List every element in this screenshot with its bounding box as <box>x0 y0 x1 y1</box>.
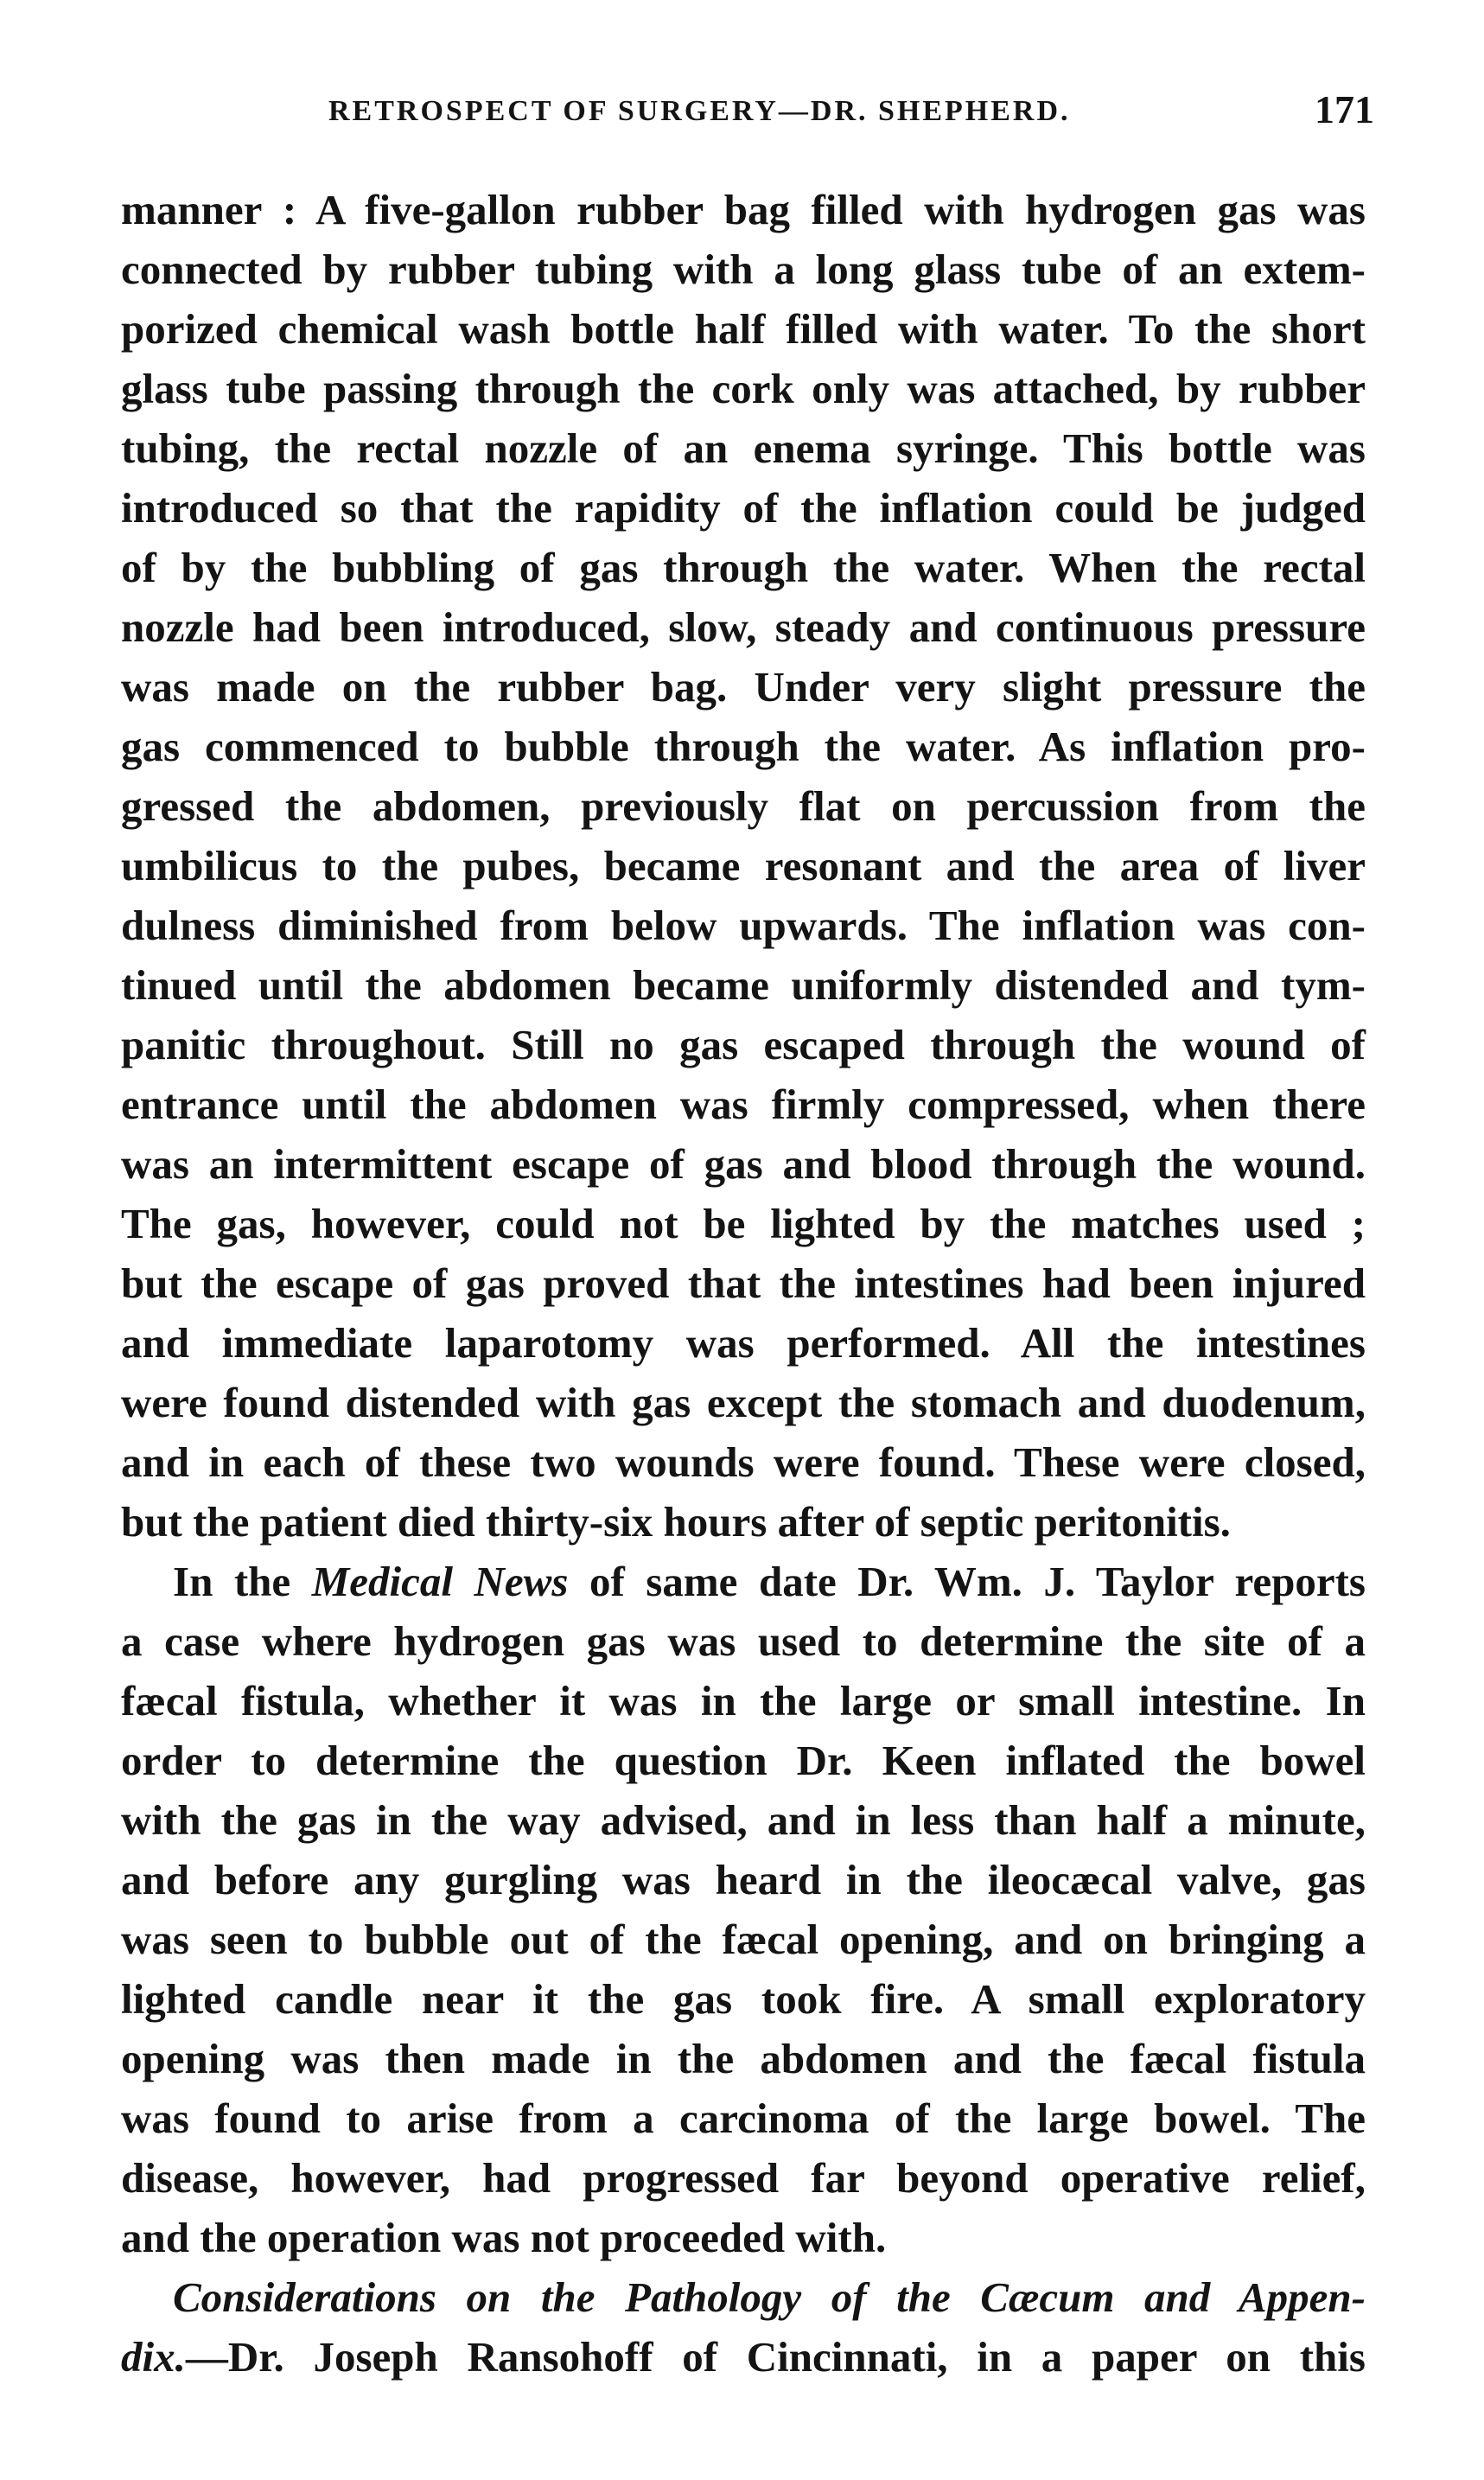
section-heading: dix. <box>121 2333 186 2381</box>
text-segment: tinued until the abdomen became uniformly distended and tym- <box>121 961 1366 1009</box>
text-line <box>121 359 1366 418</box>
text-segment: were found distended with gas except the stomach and duodenum, <box>121 1379 1366 1426</box>
text-segment: glass tube passing through the cork only was attached, by rubber <box>121 365 1366 412</box>
text-segment: —Dr. Joseph Ransohoff of Cincinnati, in a paper on this <box>185 2333 1366 2381</box>
text-line <box>121 1731 1366 1790</box>
text-line <box>121 776 1366 836</box>
text-segment: and before any gurgling was heard in the ileocæcal valve, gas <box>121 1856 1366 1903</box>
text-line <box>121 1373 1366 1432</box>
text-segment: but the patient died thirty-six hours after of septic peritonitis. <box>121 1498 1231 1546</box>
text-segment: entrance until the abdomen was firmly compressed, when there <box>121 1081 1366 1128</box>
text-line <box>121 180 1366 239</box>
text-segment: of same date Dr. Wm. J. Taylor reports <box>568 1558 1366 1605</box>
page-number: 171 <box>1315 87 1374 131</box>
text-line <box>121 1671 1366 1731</box>
text-segment: was an intermittent escape of gas and blood through the wound. <box>121 1140 1366 1188</box>
section-heading: Considerations on the Pathology of the Cæcum and Appen- <box>173 2273 1366 2321</box>
text-line <box>121 717 1366 776</box>
text-segment: gas commenced to bubble through the water. As inflation pro- <box>121 723 1366 770</box>
text-segment: of by the bubbling of gas through the water. When the rectal <box>121 544 1366 591</box>
text-segment: porized chemical wash bottle half filled with water. To the short <box>121 305 1366 353</box>
text-line <box>121 1194 1366 1253</box>
journal-title: Medical News <box>311 1558 569 1605</box>
text-segment: nozzle had been introduced, slow, steady and continuous pressure <box>121 603 1366 651</box>
text-segment: manner : A five-gallon rubber bag filled with hydrogen gas was <box>121 186 1366 233</box>
text-segment: with the gas in the way advised, and in less than half a minute, <box>121 1796 1366 1844</box>
text-line <box>121 478 1366 538</box>
text-line <box>121 1432 1366 1492</box>
text-line <box>121 538 1366 597</box>
text-segment: and the operation was not proceeded with. <box>121 2214 887 2261</box>
text-segment: but the escape of gas proved that the intestines had been injured <box>121 1259 1366 1307</box>
text-segment: and in each of these two wounds were found. These were closed, <box>121 1438 1366 1486</box>
text-segment: order to determine the question Dr. Keen inflated the bowel <box>121 1737 1366 1784</box>
text-line <box>121 1552 1366 1611</box>
text-segment: umbilicus to the pubes, became resonant and the area of liver <box>121 842 1366 889</box>
text-segment: and immediate laparotomy was performed. All the intestines <box>121 1319 1366 1367</box>
text-line <box>121 2327 1366 2387</box>
text-segment: gressed the abdomen, previously flat on percussion from the <box>121 782 1366 830</box>
text-segment: was seen to bubble out of the fæcal opening, and on bringing a <box>121 1916 1366 1963</box>
text-segment: introduced so that the rapidity of the inflation could be judged <box>121 484 1366 532</box>
text-line <box>121 836 1366 896</box>
text-line <box>121 1492 1366 1552</box>
text-line <box>121 1611 1366 1671</box>
text-segment: The gas, however, could not be lighted by the matches used ; <box>121 1200 1366 1247</box>
text-line <box>121 1253 1366 1313</box>
text-line <box>121 2088 1366 2148</box>
text-line <box>121 418 1366 478</box>
text-line <box>121 896 1366 955</box>
text-line <box>121 1969 1366 2029</box>
text-line <box>121 1313 1366 1373</box>
text-segment: opening was then made in the abdomen and the fæcal fistula <box>121 2035 1366 2082</box>
page-header <box>121 86 1374 147</box>
text-segment: fæcal fistula, whether it was in the large or small intestine. In <box>121 1677 1366 1725</box>
text-line <box>121 2148 1366 2208</box>
text-line <box>121 2029 1366 2088</box>
text-segment: disease, however, had progressed far beyond operative relief, <box>121 2154 1366 2202</box>
text-line <box>121 1074 1366 1134</box>
text-segment: dulness diminished from below upwards. The inflation was con- <box>121 902 1366 949</box>
text-segment: was made on the rubber bag. Under very slight pressure the <box>121 663 1366 711</box>
text-line <box>121 1134 1366 1194</box>
text-line <box>121 239 1366 299</box>
text-line <box>121 1909 1366 1969</box>
text-segment: In the <box>173 1558 312 1605</box>
text-line <box>121 597 1366 657</box>
body-text <box>121 180 1366 2387</box>
text-line <box>121 2267 1366 2327</box>
text-segment: connected by rubber tubing with a long glass tube of an extem- <box>121 245 1366 293</box>
text-line <box>121 1015 1366 1074</box>
text-segment: tubing, the rectal nozzle of an enema syringe. This bottle was <box>121 424 1366 472</box>
text-line <box>121 955 1366 1015</box>
text-line <box>121 1790 1366 1850</box>
text-line <box>121 1850 1366 1909</box>
text-line <box>121 2208 1366 2267</box>
text-line <box>121 657 1366 717</box>
running-head: RETROSPECT OF SURGERY—DR. SHEPHERD. <box>328 95 1071 127</box>
text-segment: was found to arise from a carcinoma of the large bowel. The <box>121 2094 1366 2142</box>
text-segment: panitic throughout. Still no gas escaped through the wound of <box>121 1021 1366 1068</box>
text-segment: lighted candle near it the gas took fire. A small exploratory <box>121 1975 1366 2023</box>
text-line <box>121 299 1366 359</box>
text-segment: a case where hydrogen gas was used to determine the site of a <box>121 1617 1366 1665</box>
